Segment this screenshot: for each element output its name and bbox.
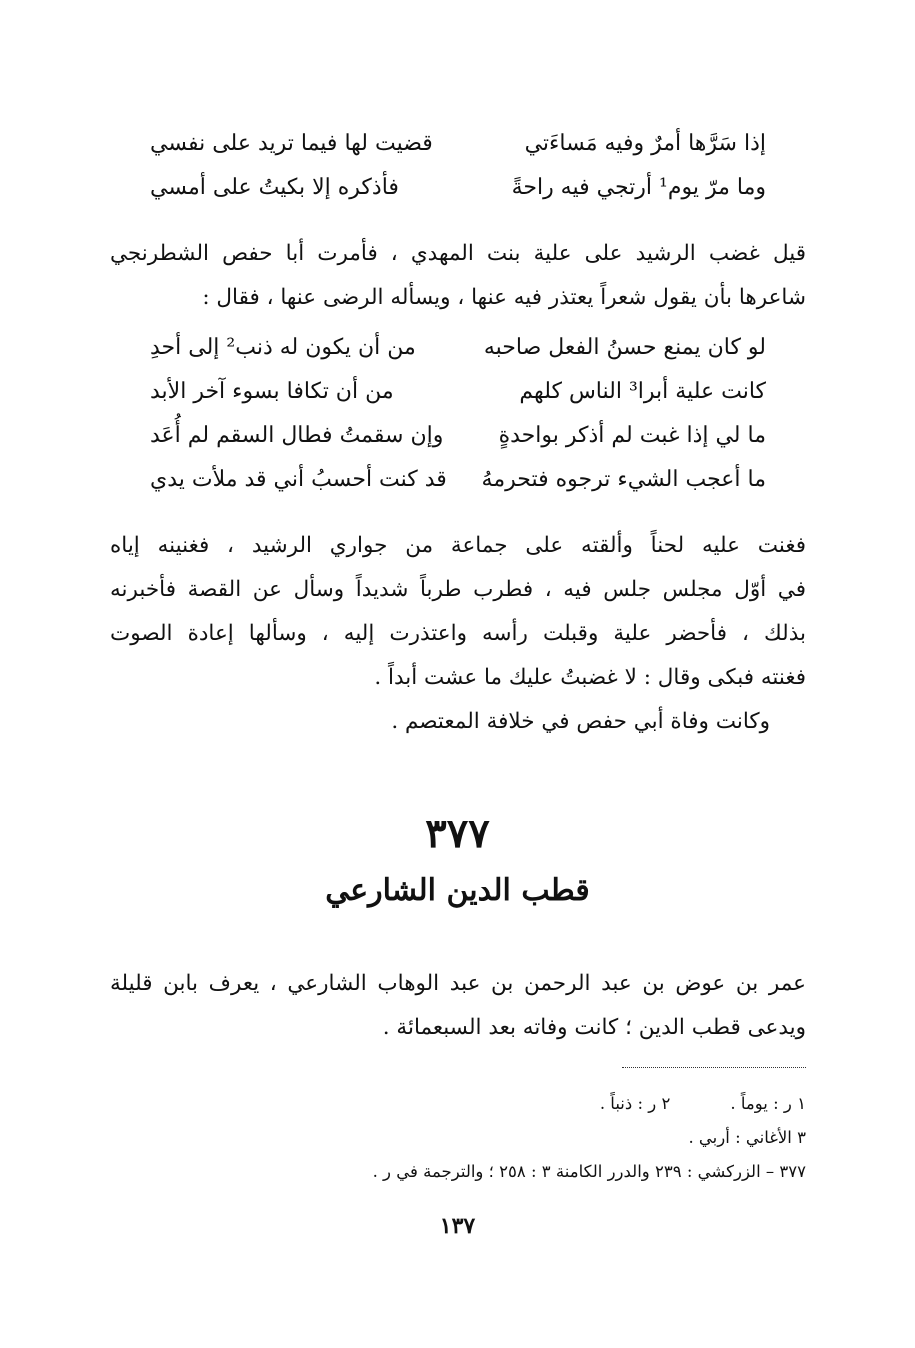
verse-second-hemistich: من أن يكون له ذنب² إلى أحدِ <box>150 335 416 360</box>
footnote-line <box>200 1088 806 1120</box>
verse-second-hemistich: قد كنت أحسبُ أني قد ملأت يدي <box>150 467 447 492</box>
footnote-1: ١ ر : يوماً . <box>730 1094 806 1113</box>
intro-paragraph <box>110 232 806 320</box>
paragraph-line: فغنته فبكى وقال : لا غضبتُ عليك ما عشت أبداً . <box>374 665 806 690</box>
footnote-3: ٣ الأغاني : أربي . <box>688 1128 806 1147</box>
verse-second-hemistich: وإن سقمتُ فطال السقم لم أُعَد <box>150 423 444 448</box>
verse-first-hemistich: لو كان يمنع حسنُ الفعل صاحبه <box>483 335 766 360</box>
bio-paragraph <box>110 962 806 1050</box>
verse-second-hemistich: قضيت لها فيما تريد على نفسي <box>150 131 433 156</box>
verse-first-hemistich: وما مرّ يوم¹ أرتجي فيه راحةً <box>511 175 766 200</box>
verse-line <box>150 166 766 210</box>
verse-second-hemistich: فأذكره إلا بكيتُ على أمسي <box>150 175 399 200</box>
paragraph-line: وكانت وفاة أبي حفص في خلافة المعتصم . <box>391 709 770 734</box>
paragraph-line: في أوّل مجلس جلس فيه ، فطرب طرباً شديداً وسأل عن القصة فأخبرنه <box>110 577 806 602</box>
verse-second-hemistich: من أن تكافا بسوء آخر الأبد <box>150 379 394 404</box>
verse-line <box>150 414 766 458</box>
verse-line <box>150 326 766 370</box>
footnote-line <box>200 1156 806 1188</box>
footnote-line <box>200 1122 806 1154</box>
paragraph-line: عمر بن عوض بن عبد الرحمن بن عبد الوهاب الشارعي ، يعرف بابن قليلة <box>110 971 806 996</box>
verse-first-hemistich: كانت علية أبرا³ الناس كلهم <box>519 379 766 404</box>
entry-title: قطب الدين الشارعي <box>325 873 590 908</box>
footnote-377: ٣٧٧ – الزركشي : ٢٣٩ والدرر الكامنة ٣ : ٢٥٨ ؛ والترجمة في ر . <box>372 1162 806 1181</box>
paragraph-line: فغنت عليه لحناً وألقته على جماعة من جواري الرشيد ، فغنينه إياه <box>110 533 806 558</box>
paragraph-line: بذلك ، فأحضر علية وقبلت رأسه واعتذرت إليه ، وسألها إعادة الصوت <box>110 621 806 646</box>
paragraph-line: قيل غضب الرشيد على علية بنت المهدي ، فأمرت أبا حفص الشطرنجي <box>110 241 806 266</box>
footnote-2: ٢ ر : ذنباً . <box>599 1094 671 1113</box>
death-paragraph <box>110 700 770 744</box>
entry-number: ٣٧٧ <box>425 810 490 857</box>
story-paragraph <box>110 524 806 700</box>
verse-first-hemistich: ما أعجب الشيء ترجوه فتحرمهُ <box>481 467 766 492</box>
verse-first-hemistich: إذا سَرَّها أمرٌ وفيه مَساءَتي <box>524 131 766 156</box>
paragraph-line: ويدعى قطب الدين ؛ كانت وفاته بعد السبعمائة . <box>382 1015 806 1040</box>
verse-first-hemistich: ما لي إذا غبت لم أذكر بواحدةٍ <box>498 423 766 448</box>
verse-line <box>150 122 766 166</box>
footnote-divider <box>622 1067 806 1068</box>
paragraph-line: شاعرها بأن يقول شعراً يعتذر فيه عنها ، ويسأله الرضى عنها ، فقال : <box>202 285 806 310</box>
verse-line <box>150 370 766 414</box>
verse-line <box>150 458 766 502</box>
page-number: ١٣٧ <box>439 1213 476 1239</box>
